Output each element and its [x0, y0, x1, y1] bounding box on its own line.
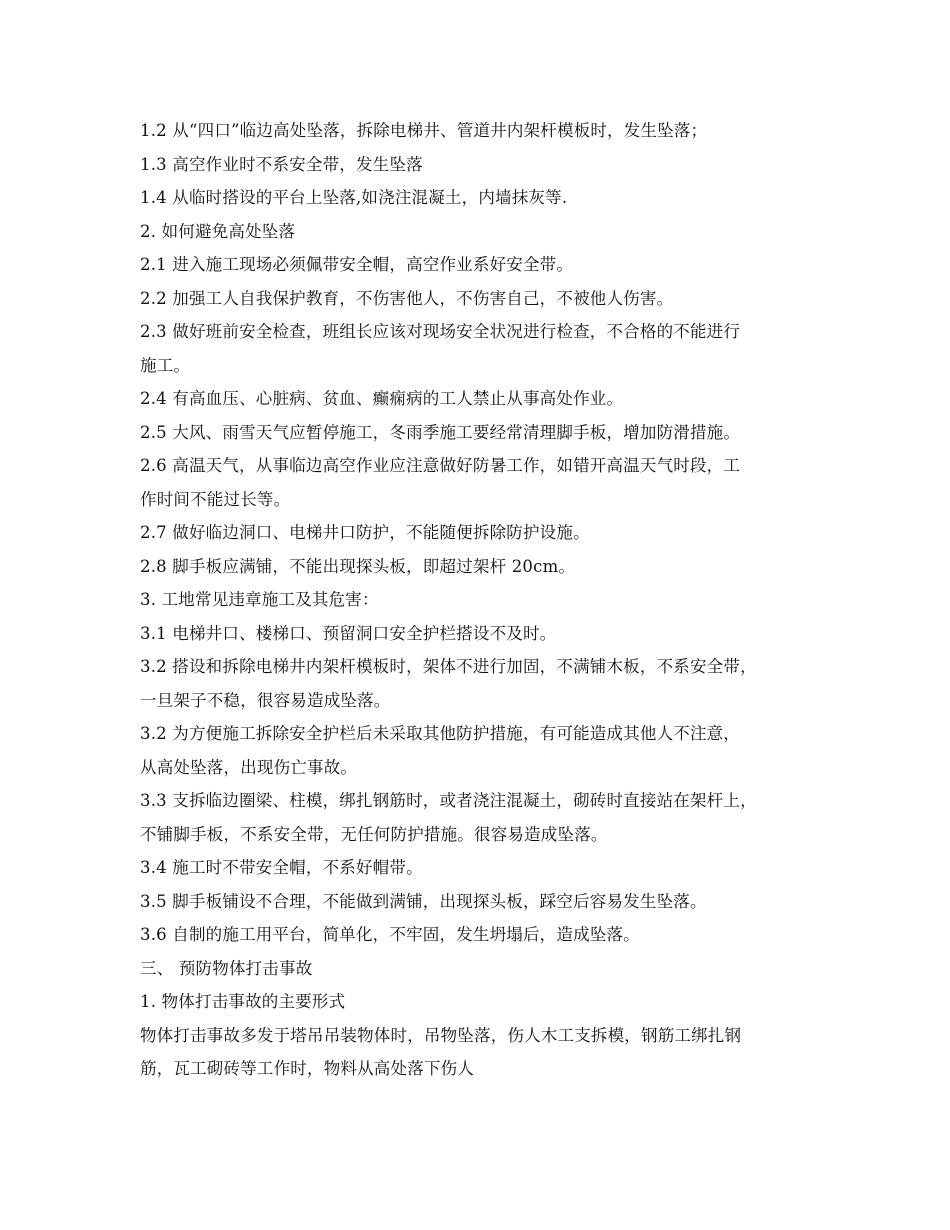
text-line: 2.5 大风、雨雪天气应暂停施工，冬雨季施工要经常清理脚手板，增加防滑措施。 [140, 422, 741, 442]
section-heading: 2. 如何避免高处坠落 [140, 221, 296, 241]
text-line: 2.7 做好临边洞口、电梯井口防护，不能随便拆除防护设施。 [140, 523, 590, 542]
text-line: 3.2 搭设和拆除电梯井内架杆模板时，架体不进行加固，不满铺木板，不系安全带， [140, 657, 757, 676]
text-line: 物体打击事故多发于塔吊吊装物体时，吊物坠落，伤人木工支拆模，钢筋工绑扎钢 [140, 1025, 742, 1045]
text-line: 2.2 加强工人自我保护教育，不伤害他人，不伤害自己，不被他人伤害。 [140, 288, 674, 308]
text-line: 3.4 施工时不带安全帽，不系好帽带。 [140, 858, 423, 877]
text-line: 3.3 支拆临边圈梁、柱模，绑扎钢筋时，或者浇注混凝土，砌砖时直接站在架杆上， [140, 791, 757, 810]
text-line: 3.1 电梯井口、楼梯口、预留洞口安全护栏搭设不及时。 [140, 623, 557, 643]
text-line: 从高处坠落，出现伤亡事故。 [140, 757, 358, 777]
text-line: 2.8 脚手板应满铺，不能出现探头板，即超过架杆 20cm。 [140, 556, 576, 576]
text-line: 3.6 自制的施工用平台，简单化，不牢固，发生坍塌后，造成坠落。 [140, 925, 640, 944]
text-line: 1.3 高空作业时不系安全带，发生坠落 [140, 154, 423, 174]
text-line: 2.6 高温天气，从事临边高空作业应注意做好防暑工作，如错开高温天气时段，工 [140, 456, 741, 475]
text-line: 一旦架子不稳，很容易造成坠落。 [140, 690, 391, 710]
chapter-heading: 三、 预防物体打击事故 [140, 958, 313, 978]
section-heading: 1. 物体打击事故的主要形式 [140, 992, 346, 1011]
document-body [140, 114, 830, 1086]
text-line: 施工。 [140, 355, 191, 375]
text-line: 1.2 从“四口”临边高处坠落，拆除电梯井、管道井内架杆模板时，发生坠落； [140, 121, 708, 140]
text-line: 筋，瓦工砌砖等工作时，物料从高处落下伤人 [140, 1059, 474, 1078]
text-line: 3.5 脚手板铺设不合理，不能做到满铺，出现探头板，踩空后容易发生坠落。 [140, 891, 707, 911]
text-line: 不铺脚手板，不系安全带，无任何防护措施。很容易造成坠落。 [140, 824, 608, 844]
text-line: 2.4 有高血压、心脏病、贫血、癫痫病的工人禁止从事高处作业。 [140, 389, 624, 408]
text-line: 3.2 为方便施工拆除安全护栏后未采取其他防护措施，有可能造成其他人不注意， [140, 724, 741, 743]
text-line: 2.3 做好班前安全检查，班组长应该对现场安全状况进行检查，不合格的不能进行 [140, 322, 741, 341]
section-heading: 3. 工地常见违章施工及其危害： [140, 590, 379, 609]
text-line: 作时间不能过长等。 [140, 489, 291, 509]
text-line: 1.4 从临时搭设的平台上坠落,如浇注混凝土，内墙抹灰等. [140, 188, 568, 207]
text-line: 2.1 进入施工现场必须佩带安全帽，高空作业系好安全带。 [140, 255, 574, 274]
